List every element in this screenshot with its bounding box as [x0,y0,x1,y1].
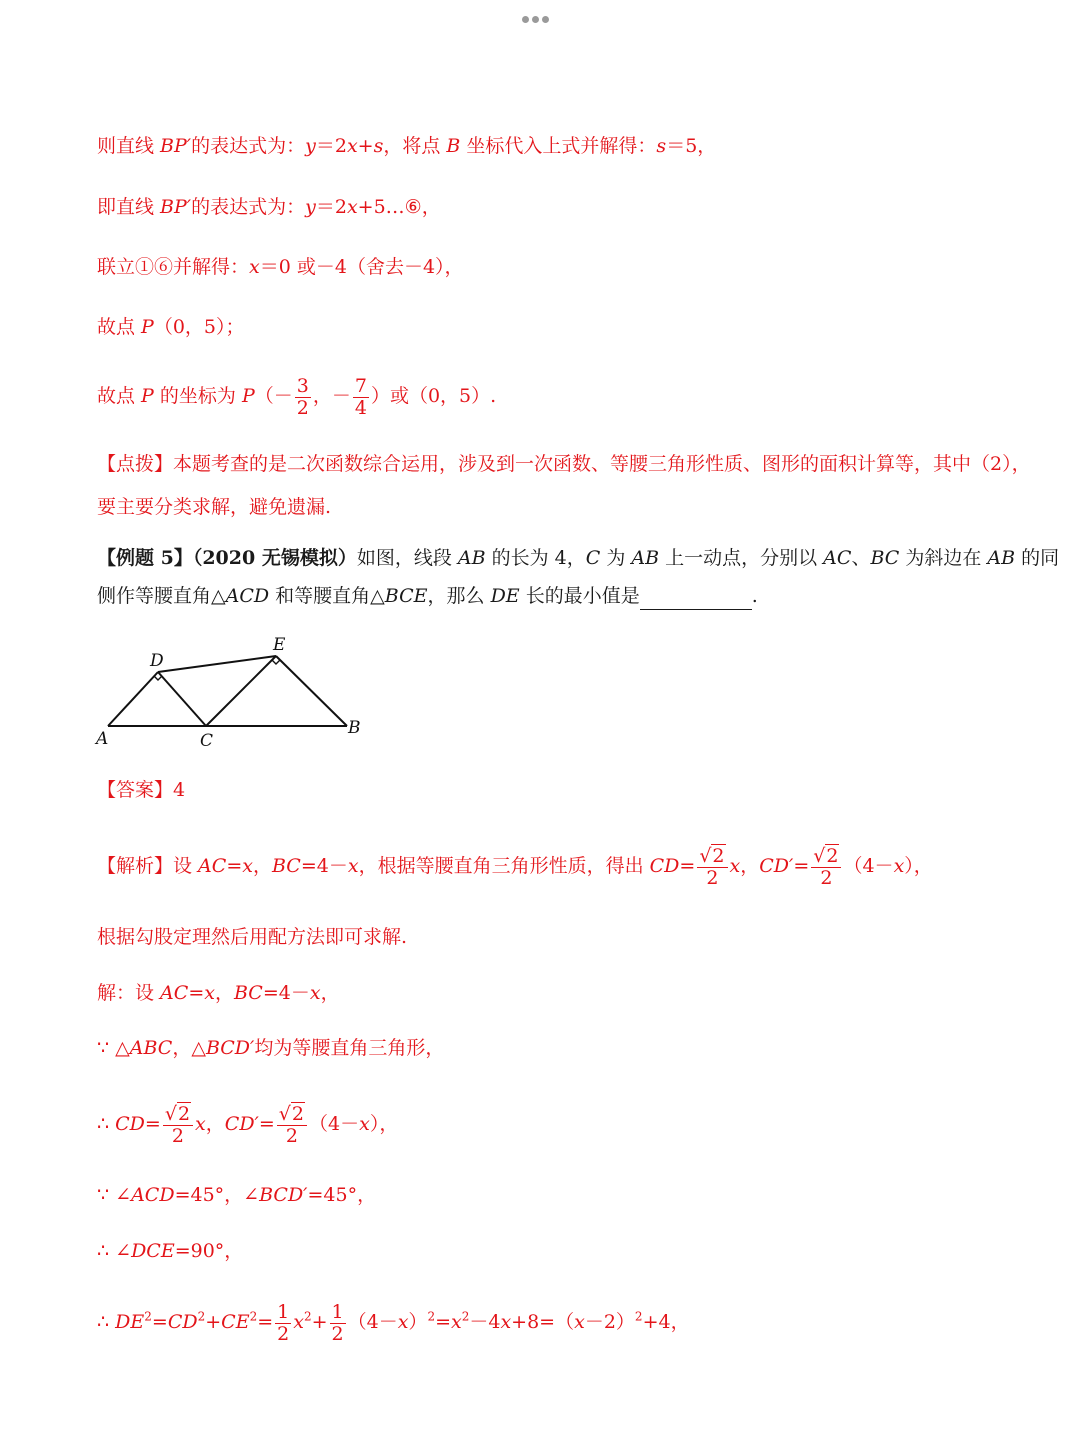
answer-line: 【答案】4 [97,779,186,801]
label-E: E [273,635,286,655]
right-angle-mark-E [272,660,280,664]
fraction-sqrt2-over-2: $\frac{√2}{2}$ [163,1104,193,1147]
tip-line-2: 要主要分类求解，避免遗漏. [97,496,332,518]
geometry-figure [92,630,382,750]
solution2-line-2: ∵ △ABC，△BCD′均为等腰直角三角形， [97,1037,445,1059]
example-5-line-2: 侧作等腰直角△ACD 和等腰直角△BCE，那么 DE 长的最小值是 . [97,582,758,610]
solution2-line-3: ∴ CD= $\frac{√2}{2}$ x，CD′= $\frac{√2}{2}$ （4－x）， [97,1102,399,1147]
segment-DE [158,656,276,672]
fraction-3-2: $\frac{3}{2}$ [296,374,309,419]
segment-DC [158,672,206,726]
answer-blank [640,589,752,610]
fraction-sqrt2-over-2: $\frac{√2}{2}$ [277,1104,307,1147]
segment-CE [206,656,276,726]
solution-line-3: 联立①⑥并解得：x＝0 或－4（舍去－4）， [97,256,464,278]
label-A: A [96,729,109,749]
solution2-line-4: ∵ ∠ACD=45°，∠BCD′=45°， [97,1184,377,1206]
label-B: B [348,718,361,738]
fraction-1-2: $\frac{1}{2}$ [331,1300,344,1345]
solution2-line-6: ∴ $DE^2=CD^2+CE^2=$ $\frac{1}{2}$ $x^2+$ $\frac{1}{2}$ $(4-x)^2=x^2-4x+8=(x-2)^2+4$， [97,1300,690,1345]
solution-line-5: 故点 P 的坐标为 P（－ $\frac{3}{2}$ ，－ $\frac{7}{4}$ ）或（0，5）. [97,374,497,419]
label-C: C [200,731,214,750]
analysis-line-2: 根据勾股定理然后用配方法即可求解. [97,926,408,948]
fraction-sqrt2-over-2: $\frac{√2}{2}$ [811,846,841,889]
fraction-sqrt2-over-2: $\frac{√2}{2}$ [697,846,727,889]
tip-line-1: 【点拨】本题考查的是二次函数综合运用，涉及到一次函数、等腰三角形性质、图形的面积计算等，其中（2）， [97,453,1031,475]
more-options-icon[interactable] [522,6,552,28]
fraction-7-4: $\frac{7}{4}$ [354,374,367,419]
solution2-line-5: ∴ ∠DCE=90°， [97,1240,244,1262]
label-D: D [150,651,164,671]
segment-AD [108,672,158,726]
solution-line-4: 故点 P（0，5）； [97,316,245,338]
solution-line-2: 即直线 BP′的表达式为：y＝2x+5…⑥， [97,196,441,218]
solution2-line-1: 解：设 AC=x，BC=4－x， [97,982,340,1004]
right-angle-mark-D [154,676,162,680]
example-5-line-1: 【例题 5】（2020 无锡模拟）如图，线段 AB 的长为 4，C 为 AB 上一动点，分别以 AC、BC 为斜边在 AB 的同 [97,547,1060,569]
segment-EB [276,656,347,726]
fraction-1-2: $\frac{1}{2}$ [277,1300,290,1345]
analysis-line-1: 【解析】设 AC=x，BC=4－x，根据等腰直角三角形性质，得出 CD= $\frac{√2}{2}$ x，CD′= $\frac{√2}{2}$ （4－x）， [97,844,933,889]
solution-line-1: 则直线 BP′的表达式为：y＝2x+s，将点 B 坐标代入上式并解得：s＝5， [97,135,717,157]
